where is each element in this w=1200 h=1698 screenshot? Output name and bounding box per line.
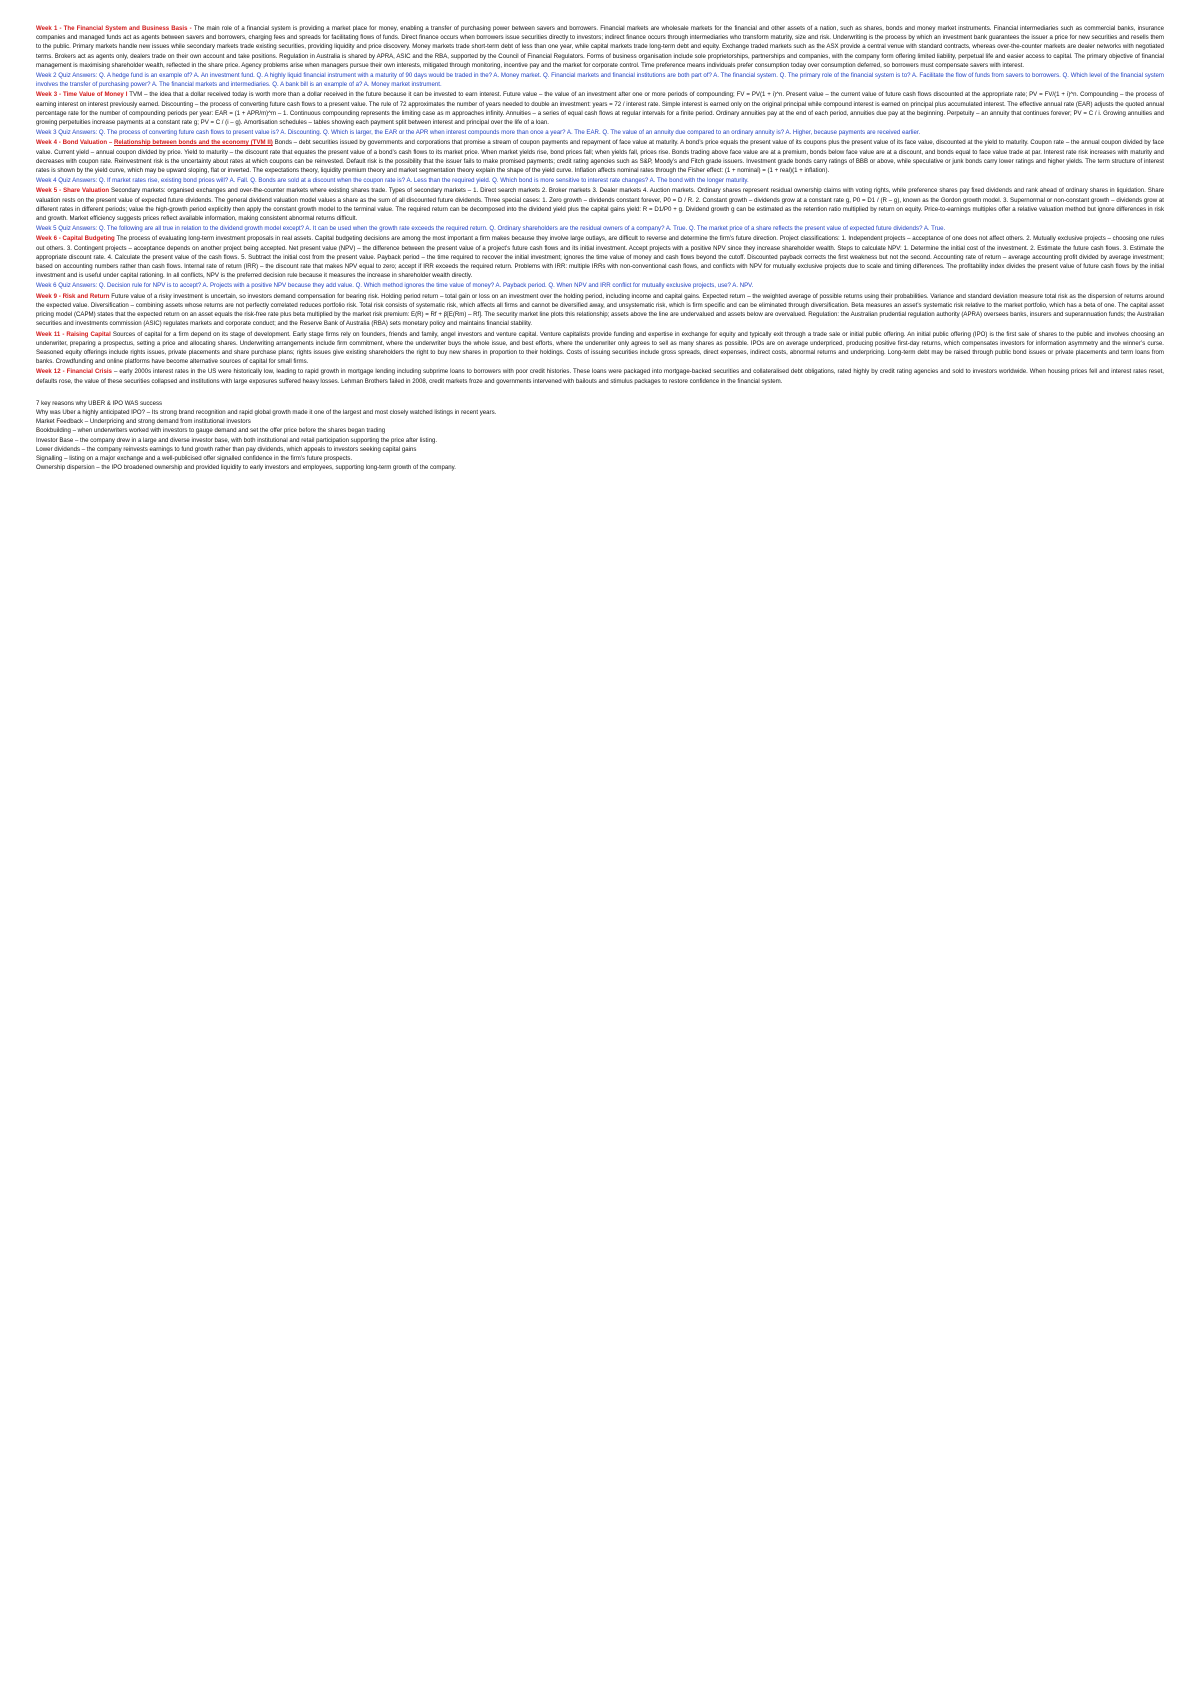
quiz-heading: Week 4 Quiz Answers: [36,177,99,185]
notes-content [36,24,1164,386]
week-section-paragraph [36,292,1164,329]
week-section-paragraph [36,367,1164,385]
tail-line: Market Feedback – Underpricing and strong demand from institutional investors [36,418,251,426]
week-heading: Week 5 - Share Valuation [36,187,112,195]
week-heading: Week 11 - Raising Capital [36,330,113,338]
week-heading: Week 12 - Financial Crisis [36,368,114,376]
section-body: Bonds – debt securities issued by governments and corporations that promise a stream of coupon payments and repayment of face value at maturity. A bond’s price equals the present value of its coupons plus the present value of its face value, discounted at the yield to maturity. Coupon rate – the annual coupon divided by face value. Current yield – annual coupon divided by price. Yield to maturity – the discount rate that equates the present value of a bond’s cash flows to its market price. When market yields rise, bond prices fall; when yields fall, prices rise. Bonds trading above face value are at a premium, bonds below face value are at a discount, and bonds equal to face value trade at par. Interest rate risk increases with maturity and decreases with coupon rate. Reinvestment risk is the uncertainty about rates at which coupons can be reinvested. Default risk is the possibility that the issuer fails to make promised payments; credit rating agencies such as S&P, Moody’s and Fitch grade issuers. Investment grade bonds carry ratings of BBB or above, while speculative or junk bonds carry lower ratings and higher yields. The term structure of interest rates is shown by the yield curve, which may be upward sloping, flat or inverted. The expectations theory, liquidity premium theory and market segmentation theory explain the shape of the yield curve. Inflation affects nominal rates through the Fisher effect: (1 + nominal) = (1 + real)(1 + inflation). [36,139,1165,175]
tail-line: Investor Base – the company drew in a large and diverse investor base, with both institutional and retail participation supporting the price after listing. [36,436,438,444]
quiz-heading: Week 5 Quiz Answers: [36,225,99,233]
week-section-paragraph [36,24,1164,70]
week-section-paragraph [36,234,1164,280]
section-body: – early 2000s interest rates in the US were historically low, leading to rapid growth in mortgage lending including subprime loans to borrowers with poor credit histories. These loans were packaged into mortgage-backed securities and collateralised debt obligations, rated highly by credit rating agencies and sold to investors worldwide. When housing prices fell and interest rates reset, defaults rose, the value of these securities collapsed and institutions with large exposures suffered heavy losses. Lehman Brothers failed in 2008, credit markets froze and governments intervened with bailouts and stimulus packages to restore confidence in the financial system. [36,368,1164,385]
quiz-answers-paragraph [36,224,1164,233]
section-body: Future value of a risky investment is uncertain, so investors demand compensation for bearing risk. Holding period return – total gain or loss on an investment over the holding period, including income and capital gains. Expected return – the weighted average of possible returns using their probabilities. Variance and standard deviation measure total risk as the dispersion of returns around the expected value. Diversification – combining assets whose returns are not perfectly correlated reduces portfolio risk. Total risk consists of systematic risk, which affects all firms and cannot be diversified away, and unsystematic risk, which is firm specific and can be eliminated through diversification. Beta measures an asset’s systematic risk relative to the market portfolio, which has a beta of one. The capital asset pricing model (CAPM) states that the expected return on an asset equals the risk-free rate plus beta multiplied by the market risk premium: E(R) = Rf + β[E(Rm) – Rf]. The security market line plots this relationship; assets above the line are undervalued and assets below are overvalued. Regulation: the Australian prudential regulation authority (APRA) oversees banks, insurers and superannuation funds; the Australian securities and investments commission (ASIC) regulates markets and corporate conduct; and the Reserve Bank of Australia (RBA) sets monetary policy and maintains financial stability. [36,292,1164,328]
quiz-answers-paragraph [36,281,1164,290]
week-section-paragraph [36,186,1164,223]
tail-line: 7 key reasons why UBER & IPO WAS success [36,399,163,407]
quiz-answers-paragraph [36,128,1164,137]
quiz-heading: Week 2 Quiz Answers: [36,72,99,80]
tail-line: Signalling – listing on a major exchange and a well-publicised offer signalled confidence in the firm’s future prospects. [36,454,353,462]
section-body: Secondary markets: organised exchanges and over-the-counter markets where existing shares trade. Types of secondary markets – 1. Direct search markets 2. Broker markets 3. Dealer markets 4. Auction markets. Ordinary shares represent residual ownership claims with voting rights, while preference shares pay fixed dividends and rank ahead of ordinary shares in liquidation. Share valuation rests on the present value of expected future dividends. The general dividend valuation model values a share as the sum of all discounted future dividends. Three special cases: 1. Zero growth – dividends constant forever, P0 = D / R. 2. Constant growth – dividends grow at a constant rate g, P0 = D1 / (R – g), known as the Gordon growth model. 3. Supernormal or non-constant growth – dividends grow at different rates in different periods; value the high-growth period explicitly then apply the constant growth model to the terminal value. The required return can be decomposed into the dividend yield plus the capital gains yield: R = D1/P0 + g. Dividend growth g can be estimated as the retention ratio multiplied by return on equity. Price-to-earnings multiples offer a relative valuation method but ignore differences in risk and growth. Market efficiency suggests prices reflect available information, making consistent abnormal returns difficult. [36,187,1165,223]
section-body: The main role of a financial system is providing a market place for money, enabling a transfer of purchasing power between savers and borrowers. Financial markets are wholesale markets for the financial and other assets of a nation, such as shares, bonds and money market instruments. Financial intermediaries such as commercial banks, insurance companies and managed funds act as agents between savers and borrowers, charging fees and spreads for facilitating flows of funds. Direct finance occurs when borrowers issue securities directly to investors; indirect finance occurs through intermediaries who transform maturity, size and risk. Underwriting is the process by which an investment bank guarantees the issuer a price for new securities and resells them to the public. Primary markets handle new issues while secondary markets trade existing securities, providing liquidity and price discovery. Money markets trade short-term debt of less than one year, while capital markets trade long-term debt and equity. Exchange traded markets such as the ASX provide a central venue with standard contracts, whereas over-the-counter markets are dealer networks with negotiated terms. Brokers act as agents only, dealers trade on their own account and take positions. Regulation in Australia is shared by APRA, ASIC and the RBA, supported by the Council of Financial Regulators. Forms of business organisation include sole proprietorships, partnerships and companies, with the company form offering limited liability, perpetual life and easier access to capital. The primary objective of financial management is maximising shareholder wealth, reflected in the share price. Agency problems arise when managers pursue their own interests, mitigated through monitoring, incentive pay and the market for corporate control. Time preference means individuals prefer consumption today over consumption deferred, so borrowers must compensate savers with interest. [36,25,1164,69]
subheading-underlined: Relationship between bonds and the economy (TVM II) [114,139,273,147]
week-section-paragraph [36,90,1164,127]
section-body: Q. If market rates rise, existing bond prices will? A. Fall. Q. Bonds are sold at a discount when the coupon rate is? A. Less than the required yield. Q. Which bond is more sensitive to interest rate changes? A. The bond with the longer maturity. [98,177,749,185]
week-heading: Week 4 - Bond Valuation – [36,139,115,147]
section-body: The process of evaluating long-term investment proposals in real assets. Capital budgeting decisions are among the most important a firm makes because they involve large outlays, are difficult to reverse and determine the firm’s future direction. Project classifications: 1. Independent projects – acceptance of one does not affect others. 2. Mutually exclusive projects – choosing one rules out others. 3. Contingent projects – acceptance depends on another project being accepted. Net present value (NPV) – the difference between the present value of a project’s future cash flows and its initial investment. Accept projects with a positive NPV since they increase shareholder wealth. Steps to calculate NPV: 1. Determine the initial cost of the investment. 2. Estimate the future cash flows. 3. Estimate the appropriate discount rate. 4. Calculate the present value of the cash flows. 5. Subtract the initial cost from the present value. Payback period – the time required to recover the initial investment; ignores the time value of money and cash flows beyond the cutoff. Discounted payback corrects the first weakness but not the second. Accounting rate of return – average accounting profit divided by average investment; based on accounting numbers rather than cash flows. Internal rate of return (IRR) – the discount rate that makes NPV equal to zero; accept if IRR exceeds the required return. Problems with IRR: multiple IRRs with non-conventional cash flows, and conflicts with NPV for mutually exclusive projects due to scale and timing differences. The profitability index divides the present value of future cash flows by the initial investment and is useful under capital rationing. In all conflicts, NPV is the preferred decision rule because it measures the increase in shareholder wealth directly. [36,235,1164,280]
section-body: Q. The process of converting future cash flows to present value is? A. Discounting. Q. Which is larger, the EAR or the APR when interest compounds more than once a year? A. The EAR. Q. The value of an annuity due compared to an ordinary annuity is? A. Higher, because payments are received earlier. [98,129,921,137]
tail-line: Bookbuilding – when underwriters worked with investors to gauge demand and set the offer price before the shares began trading [36,427,386,435]
uber-ipo-notes [36,399,1164,473]
section-gap [36,387,1164,399]
quiz-heading: Week 3 Quiz Answers: [36,129,99,137]
section-body: Q. The following are all true in relation to the dividend growth model except? A. It can be used when the growth rate exceeds the required return. Q. Ordinary shareholders are the residual owners of a company? A. True. Q. The market price of a share reflects the present value of expected future dividends? A. True. [98,225,946,233]
week-heading: Week 6 - Capital Budgeting [36,235,117,243]
section-body: Q. A hedge fund is an example of? A. An investment fund. Q. A highly liquid financial instrument with a maturity of 90 days would be traded in the? A. Money market. Q. Financial markets and financial institutions are both part of? A. The financial system. Q. The primary role of the financial system is to? A. Facilitate the flow of funds from savers to borrowers. Q. Which level of the financial system involves the transfer of purchasing power? A. The financial markets and intermediaries. Q. A bank bill is an example of a? A. Money market instrument. [36,72,1164,89]
week-heading: Week 3 - Time Value of Money I [36,91,130,99]
tail-line: Lower dividends – the company reinvests earnings to fund growth rather than pay dividends, which appeals to investors seeking capital gains [36,445,417,453]
quiz-heading: Week 6 Quiz Answers: [36,282,99,290]
week-section-paragraph [36,138,1164,175]
quiz-answers-paragraph [36,176,1164,185]
tail-line: Why was Uber a highly anticipated IPO? – Its strong brand recognition and rapid global growth made it one of the largest and most closely watched listings in recent years. [36,408,497,416]
week-heading: Week 1 - The Financial System and Business Basis - [36,25,194,32]
quiz-answers-paragraph [36,71,1164,89]
section-body: Sources of capital for a firm depend on its stage of development. Early stage firms rely on founders, friends and family, angel investors and venture capital. Venture capitalists provide funding and expertise in exchange for equity and typically exit through a trade sale or initial public offering. An initial public offering (IPO) is the first sale of shares to the public and involves choosing an underwriter, preparing a prospectus, setting a price and allocating shares. Underwriting arrangements include firm commitment, where the underwriter buys the whole issue, and best efforts, where the underwriter only agrees to sell as many shares as possible. IPOs are on average underpriced, producing positive first-day returns, which compensates investors for information asymmetry and the winner’s curse. Seasoned equity offerings include rights issues, private placements and share purchase plans; rights issues give existing shareholders the right to buy new shares in proportion to their holdings. Costs of issuing securities include gross spreads, direct expenses, indirect costs, abnormal returns and underpricing. Long-term debt may be raised through public bond issues or private placements and term loans from banks. Crowdfunding and online platforms have become alternative sources of capital for small firms. [36,330,1164,366]
week-heading: Week 9 - Risk and Return [36,292,112,300]
week-section-paragraph [36,330,1164,367]
section-body: TVM – the idea that a dollar received today is worth more than a dollar received in the future because it can be invested to earn interest. Future value – the value of an investment after one or more periods of compounding; FV = PV(1 + i)^n. Present value – the current value of future cash flows discounted at the appropriate rate; PV = FV/(1 + i)^n. Compounding – the process of earning interest on interest previously earned. Discounting – the process of converting future cash flows to a present value. The rule of 72 approximates the number of years needed to double an investment: years = 72 / interest rate. Simple interest is earned only on the original principal while compound interest is earned on principal plus accumulated interest. The effective annual rate (EAR) adjusts the quoted annual percentage rate for the number of compounding periods per year: EAR = (1 + APR/m)^m – 1. Continuous compounding represents the limiting case as m approaches infinity. Annuities – a series of equal cash flows at regular intervals for a finite period. Ordinary annuities pay at the end of each period, annuities due pay at the beginning. Perpetuity – an annuity that continues forever; PV = C / i. Growing annuities and growing perpetuities increase payments at a constant rate g; PV = C / (i – g). Amortisation schedules – tables showing each payment split between interest and principal over the life of a loan. [36,91,1164,127]
tail-line: Ownership dispersion – the IPO broadened ownership and provided liquidity to early investors and employees, supporting long-term growth of the company. [36,464,456,472]
section-body: Q. Decision rule for NPV is to accept? A. Projects with a positive NPV because they add value. Q. Which method ignores the time value of money? A. Payback period. Q. When NPV and IRR conflict for mutually exclusive projects, use? A. NPV. [98,282,754,290]
